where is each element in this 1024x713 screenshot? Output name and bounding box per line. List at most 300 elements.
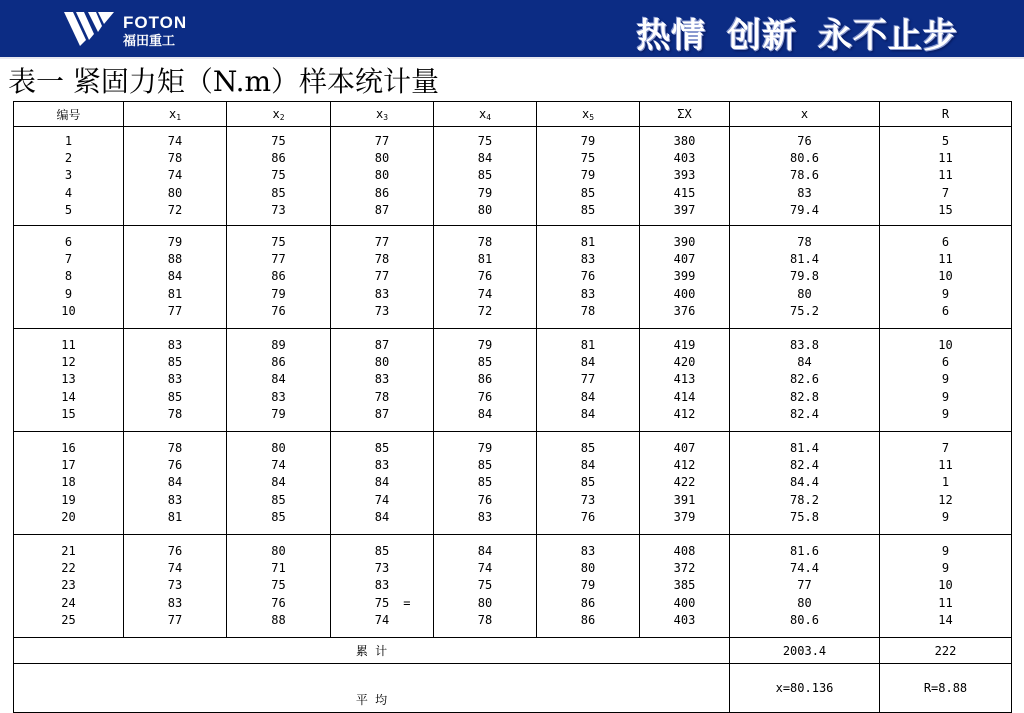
table-value: 376 (673, 304, 696, 319)
group-cell-x3 (331, 329, 434, 432)
table-value: 83 (374, 286, 390, 301)
table-value: 83 (167, 595, 183, 610)
table-value: 11 (61, 337, 76, 352)
table-value: 3 (64, 168, 73, 183)
group-cell-x5 (537, 226, 640, 329)
table-value: 81 (167, 510, 183, 525)
total-row (14, 638, 1012, 664)
sample-group-row (14, 535, 1012, 638)
table-value: 11 (938, 150, 953, 165)
group-cell-x5 (537, 432, 640, 535)
group-cell-x4 (434, 535, 537, 638)
sample-group-row (14, 226, 1012, 329)
table-value: 78 (167, 150, 183, 165)
group-cell-id (14, 535, 124, 638)
sample-group-row (14, 127, 1012, 226)
sample-group-row (14, 329, 1012, 432)
table-value: 78 (477, 613, 493, 628)
table-value: 83 (374, 457, 390, 472)
table-value: 74 (271, 457, 286, 472)
table-value: 85 (580, 185, 596, 200)
table-value: 84 (477, 543, 493, 558)
table-value: 393 (673, 168, 696, 183)
group-cell-x5 (537, 127, 640, 226)
group-cell-x3 (331, 127, 434, 226)
table-value: 75 (580, 150, 596, 165)
header-id: 编号 (14, 102, 124, 127)
header-row (14, 102, 1012, 127)
group-cell-x2 (227, 127, 331, 226)
table-value: 74 (167, 560, 183, 575)
group-cell-mean (730, 329, 880, 432)
table-value: 76 (271, 304, 286, 319)
group-cell-x2 (227, 535, 331, 638)
table-value: 78 (580, 304, 596, 319)
table-value: 82.8 (790, 389, 819, 404)
table-value: 80 (374, 150, 390, 165)
table-value: 372 (673, 560, 696, 575)
table-value: 85 (271, 185, 286, 200)
table-value: 380 (673, 133, 696, 148)
table-value: 391 (673, 492, 696, 507)
table-value: 84 (167, 269, 183, 284)
group-cell-range (880, 535, 1012, 638)
table-value: 75 (271, 168, 286, 183)
table-value: 77 (271, 251, 286, 266)
group-cell-mean (730, 226, 880, 329)
table-value: 83 (477, 510, 493, 525)
table-value: 84 (167, 475, 183, 490)
table-value: 78.2 (790, 492, 819, 507)
table-value: 80.6 (790, 613, 819, 628)
table-value: 86 (271, 269, 286, 284)
table-value: 75 = (331, 595, 433, 612)
table-value: 84.4 (790, 475, 819, 490)
table-value: 81 (580, 234, 596, 249)
table-value: 16 (61, 440, 76, 455)
table-value: 76 (477, 269, 493, 284)
table-value: 9 (941, 407, 950, 422)
stray-mark: = (403, 595, 411, 610)
table-value: 9 (941, 543, 950, 558)
table-value: 390 (673, 234, 696, 249)
table-value: 83 (167, 492, 183, 507)
group-cell-x1 (124, 535, 227, 638)
header-x4: $x_4$ (434, 102, 537, 127)
table-value: 8 (64, 269, 73, 284)
table-value: 79 (271, 286, 286, 301)
table-value: 76 (167, 543, 183, 558)
table-value: 78 (797, 234, 812, 249)
table-value: 86 (580, 595, 596, 610)
group-cell-sum (640, 127, 730, 226)
table-value: 15 (938, 203, 953, 218)
table-value: 83 (797, 185, 812, 200)
table-value: 397 (673, 203, 696, 218)
group-cell-x3 (331, 226, 434, 329)
table-value: 74 (167, 133, 183, 148)
table-value: 75 (477, 578, 493, 593)
table-value: 9 (941, 372, 950, 387)
average-row (14, 664, 1012, 713)
group-cell-x4 (434, 329, 537, 432)
table-value: 86 (271, 150, 286, 165)
group-cell-x4 (434, 432, 537, 535)
table-value: 85 (477, 475, 493, 490)
table-value: 4 (64, 185, 73, 200)
table-value: 84 (271, 372, 286, 387)
table-value: 11 (938, 168, 953, 183)
table-value: 412 (673, 407, 696, 422)
table-value: 18 (61, 475, 76, 490)
table-value: 75.2 (790, 304, 819, 319)
average-label: 平 均 (14, 664, 730, 713)
group-cell-x3 (331, 535, 434, 638)
group-cell-id (14, 226, 124, 329)
table-value: 413 (673, 372, 696, 387)
group-cell-x4 (434, 127, 537, 226)
table-value: 89 (271, 337, 286, 352)
table-value: 78 (167, 407, 183, 422)
table-value: 81.4 (790, 440, 819, 455)
table-value: 24 (61, 595, 76, 610)
group-cell-sum (640, 535, 730, 638)
table-value: 75 (271, 578, 286, 593)
group-cell-x2 (227, 329, 331, 432)
group-cell-sum (640, 432, 730, 535)
table-value: 80 (167, 185, 183, 200)
table-value: 83 (374, 372, 390, 387)
table-value: 2 (64, 150, 73, 165)
group-cell-x1 (124, 226, 227, 329)
table-value: 76 (271, 595, 286, 610)
table-value: 79 (477, 440, 493, 455)
table-value: 86 (271, 354, 286, 369)
group-cell-range (880, 329, 1012, 432)
table-value: 25 (61, 613, 76, 628)
header-x1: $x_1$ (124, 102, 227, 127)
table-value: 403 (673, 613, 696, 628)
table-value: 81.6 (790, 543, 819, 558)
group-cell-x1 (124, 432, 227, 535)
table-value: 84 (580, 389, 596, 404)
table-value: 9 (941, 510, 950, 525)
table-value: 79 (167, 234, 183, 249)
header-sum: ΣX (640, 102, 730, 127)
table-value: 84 (374, 475, 390, 490)
table-value: 10 (938, 337, 953, 352)
table-value: 79 (271, 407, 286, 422)
table-value: 83 (580, 543, 596, 558)
table-value: 20 (61, 510, 76, 525)
table-value: 79 (580, 578, 596, 593)
table-value: 78 (477, 234, 493, 249)
table-value: 85 (477, 354, 493, 369)
table-value: 7 (64, 251, 73, 266)
table-value: 80 (374, 354, 390, 369)
table-value: 84 (797, 354, 812, 369)
table-value: 11 (938, 595, 953, 610)
group-cell-x2 (227, 432, 331, 535)
group-cell-id (14, 127, 124, 226)
table-value: 83 (580, 251, 596, 266)
table-value: 76 (797, 133, 812, 148)
table-value: 81.4 (790, 251, 819, 266)
table-value: 84 (580, 407, 596, 422)
table-value: 73 (167, 578, 183, 593)
table-value: 85 (580, 440, 596, 455)
table-value: 13 (61, 372, 76, 387)
group-cell-x4 (434, 226, 537, 329)
table-value: 12 (938, 492, 953, 507)
table-value: 85 (477, 168, 493, 183)
table-value: 73 (374, 304, 390, 319)
table-value: 79 (580, 133, 596, 148)
table-value: 10 (938, 269, 953, 284)
table-value: 83 (167, 372, 183, 387)
group-cell-x5 (537, 535, 640, 638)
foton-logo-icon (64, 10, 114, 48)
table-value: 1 (64, 133, 73, 148)
slogan: 热情 创新 永不止步 (636, 16, 958, 56)
table-value: 80.6 (790, 150, 819, 165)
table-value: 400 (673, 595, 696, 610)
table-value: 76 (167, 457, 183, 472)
table-value: 79 (580, 168, 596, 183)
table-value: 75 (477, 133, 493, 148)
table-value: 80 (271, 543, 286, 558)
table-value: 87 (374, 203, 390, 218)
group-cell-mean (730, 127, 880, 226)
table-value: 81 (167, 286, 183, 301)
table-value: 80 (477, 203, 493, 218)
statistics-table (13, 101, 1012, 713)
table-value: 407 (673, 440, 696, 455)
header-x5: $x_5$ (537, 102, 640, 127)
group-cell-mean (730, 432, 880, 535)
table-value: 72 (477, 304, 493, 319)
table-value: 80 (374, 168, 390, 183)
table-value: 415 (673, 185, 696, 200)
table-value: 14 (61, 389, 76, 404)
table-value: 400 (673, 286, 696, 301)
table-value: 6 (941, 304, 950, 319)
table-value: 82.4 (790, 407, 819, 422)
table-value: 9 (941, 560, 950, 575)
table-value: 73 (271, 203, 286, 218)
group-cell-range (880, 127, 1012, 226)
table-value: 87 (374, 337, 390, 352)
table-value: 82.4 (790, 457, 819, 472)
table-value: 17 (61, 457, 76, 472)
table-value: 79.4 (790, 203, 819, 218)
table-value: 76 (580, 269, 596, 284)
table-value: 7 (941, 185, 950, 200)
table-value: 72 (167, 203, 183, 218)
table-value: 75 (271, 234, 286, 249)
table-value: 83 (580, 286, 596, 301)
table-value: 6 (64, 234, 73, 249)
table-value: 85 (374, 543, 390, 558)
table-value: 73 (580, 492, 596, 507)
table-value: 9 (64, 286, 73, 301)
header-range: R (880, 102, 1012, 127)
header-mean: x (730, 102, 880, 127)
table-value: 77 (374, 234, 390, 249)
table-value: 83.8 (790, 337, 819, 352)
table-value: 84 (580, 354, 596, 369)
table-value: 79.8 (790, 269, 819, 284)
group-cell-sum (640, 226, 730, 329)
table-value: 74 (167, 168, 183, 183)
table-value: 419 (673, 337, 696, 352)
table-value: 407 (673, 251, 696, 266)
table-value: 71 (271, 560, 286, 575)
header-x2: $x_2$ (227, 102, 331, 127)
table-value: 11 (938, 251, 953, 266)
table-value: 21 (61, 543, 76, 558)
table-value: 414 (673, 389, 696, 404)
table-value: 403 (673, 150, 696, 165)
average-mean: x=80.136 (730, 664, 880, 713)
table-value: 79 (477, 185, 493, 200)
table-value: 85 (374, 440, 390, 455)
table-value: 85 (580, 203, 596, 218)
header-x3: $x_3$ (331, 102, 434, 127)
table-value: 88 (271, 613, 286, 628)
header-banner (0, 0, 1024, 59)
table-value: 88 (167, 251, 183, 266)
table-value: 81 (580, 337, 596, 352)
group-cell-x3 (331, 432, 434, 535)
table-value: 12 (61, 354, 76, 369)
table-value: 87 (374, 407, 390, 422)
table-value: 84 (374, 510, 390, 525)
table-value: 84 (477, 407, 493, 422)
table-value: 10 (938, 578, 953, 593)
total-label: 累 计 (14, 638, 730, 664)
table-value: 74 (477, 560, 493, 575)
table-value: 74.4 (790, 560, 819, 575)
table-value: 78.6 (790, 168, 819, 183)
table-value: 75 (271, 133, 286, 148)
group-cell-mean (730, 535, 880, 638)
table-value: 84 (271, 475, 286, 490)
table-value: 11 (938, 457, 953, 472)
table-value: 74 (477, 286, 493, 301)
table-value: 80 (797, 595, 812, 610)
table-value: 83 (374, 578, 390, 593)
sample-group-row (14, 432, 1012, 535)
table-value: 83 (167, 337, 183, 352)
table-value: 14 (938, 613, 953, 628)
table-value: 74 (374, 492, 390, 507)
group-cell-x5 (537, 329, 640, 432)
group-cell-sum (640, 329, 730, 432)
table-value: 77 (797, 578, 812, 593)
page-title: 表一 紧固力矩（N.m）样本统计量 (8, 65, 440, 98)
group-cell-range (880, 432, 1012, 535)
table-value: 9 (941, 286, 950, 301)
total-range: 222 (880, 638, 1012, 664)
table-value: 73 (374, 560, 390, 575)
table-value: 83 (271, 389, 286, 404)
table-value: 5 (64, 203, 73, 218)
table-value: 399 (673, 269, 696, 284)
table-value: 76 (580, 510, 596, 525)
total-mean: 2003.4 (730, 638, 880, 664)
group-cell-id (14, 329, 124, 432)
table-value: 80 (580, 560, 596, 575)
table-value: 85 (271, 492, 286, 507)
table-value: 6 (941, 234, 950, 249)
brand-name-chinese: 福田重工 (123, 34, 176, 49)
table-value: 86 (477, 372, 493, 387)
table-value: 86 (374, 185, 390, 200)
table-value: 379 (673, 510, 696, 525)
table-value: 77 (167, 304, 183, 319)
table-value: 22 (61, 560, 76, 575)
table-value: 81 (477, 251, 493, 266)
group-cell-range (880, 226, 1012, 329)
table-value: 420 (673, 354, 696, 369)
table-value: 82.6 (790, 372, 819, 387)
table-value: 74 (374, 613, 390, 628)
table-value: 412 (673, 457, 696, 472)
table-value: 85 (167, 354, 183, 369)
table-value: 9 (941, 389, 950, 404)
table-value: 408 (673, 543, 696, 558)
table-value: 1 (941, 475, 950, 490)
group-cell-x2 (227, 226, 331, 329)
group-cell-id (14, 432, 124, 535)
table-value: 15 (61, 407, 76, 422)
table-value: 79 (477, 337, 493, 352)
average-range: R=8.88 (880, 664, 1012, 713)
table-value: 19 (61, 492, 76, 507)
table-value: 78 (374, 251, 390, 266)
table-value: 7 (941, 440, 950, 455)
table-value: 86 (580, 613, 596, 628)
table-value: 80 (797, 286, 812, 301)
group-cell-x1 (124, 127, 227, 226)
brand-name-english: FOTON (123, 13, 188, 32)
table-value: 85 (477, 457, 493, 472)
table-value: 10 (61, 304, 76, 319)
group-cell-x1 (124, 329, 227, 432)
table-value: 5 (941, 133, 950, 148)
table-value: 6 (941, 354, 950, 369)
table-value: 77 (167, 613, 183, 628)
table-value: 80 (477, 595, 493, 610)
table-value: 80 (271, 440, 286, 455)
table-value: 23 (61, 578, 76, 593)
table-value: 84 (580, 457, 596, 472)
table-value: 85 (271, 510, 286, 525)
table-value: 77 (374, 269, 390, 284)
table-value: 85 (167, 389, 183, 404)
table-value: 385 (673, 578, 696, 593)
table-value: 76 (477, 389, 493, 404)
table-value: 75.8 (790, 510, 819, 525)
table-value: 84 (477, 150, 493, 165)
table-value: 85 (580, 475, 596, 490)
table-value: 78 (374, 389, 390, 404)
table-value: 77 (374, 133, 390, 148)
table-value: 422 (673, 475, 696, 490)
table-value: 76 (477, 492, 493, 507)
table-value: 78 (167, 440, 183, 455)
